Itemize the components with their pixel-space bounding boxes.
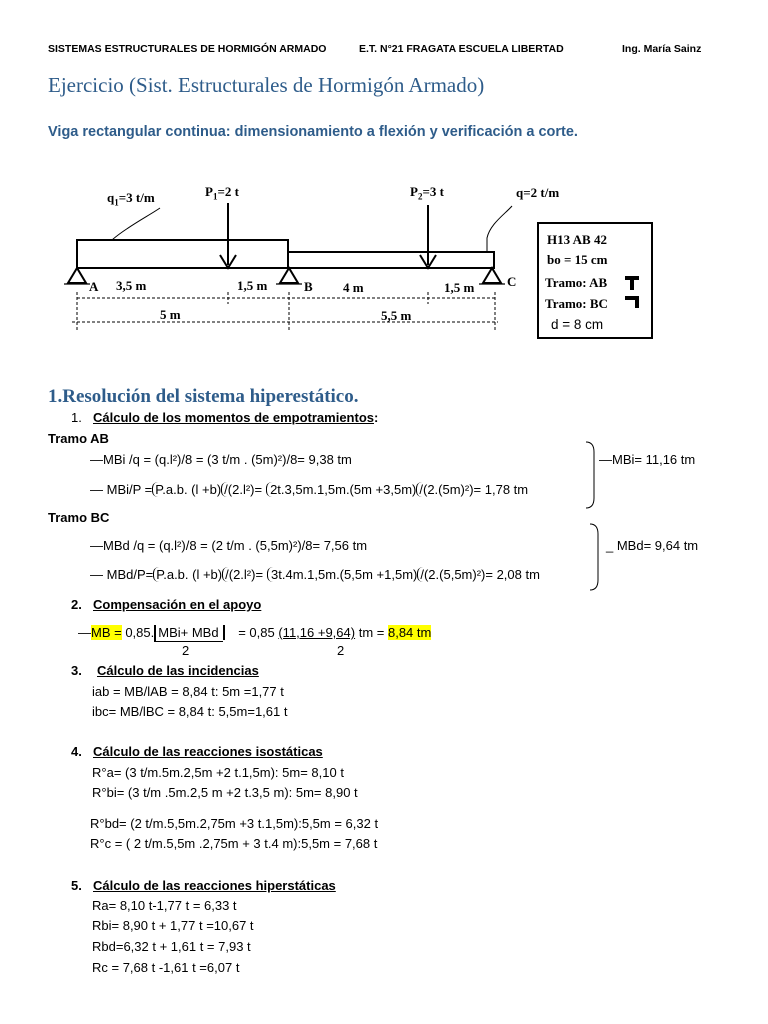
mbi-result: —MBi= 11,16 tm — [599, 452, 696, 467]
box-width: bo = 15 cm — [547, 252, 608, 267]
header-school: E.T. N°21 FRAGATA ESCUELA LIBERTAD — [359, 43, 564, 55]
mbd-p-line: — MBd/P= P.a.b. (l +b) /(2.l²)= 3t.4m.1,5m.(5,5m +1,5m) /(2.(5,5m)²)= 2,08 tm — [90, 567, 540, 582]
step-4-title: Cálculo de las reacciones isostáticas — [93, 744, 323, 759]
step-5-title: Cálculo de las reacciones hiperstáticas — [93, 878, 336, 893]
page-title: Ejercicio (Sist. Estructurales de Hormigón Armado) — [48, 73, 485, 97]
node-c-label: C — [507, 274, 517, 289]
ra-hyper-line: Ra= 8,10 t-1,77 t = 6,33 t — [92, 898, 237, 913]
mbd-q-line: —MBd /q = (q.l²)/8 = (2 t/m . (5,5m)²)/8= 7,56 tm — [90, 538, 368, 553]
beam-span-bc — [288, 252, 494, 268]
rbi-hyper-line: Rbi= 8,90 t + 1,77 t =10,67 t — [92, 918, 254, 933]
rc-hyper-line: Rc = 7,68 t -1,61 t =6,07 t — [92, 960, 240, 975]
q2-label: q=2 t/m — [516, 185, 560, 200]
ra-iso-line: R°a= (3 t/m.5m.2,5m +2 t.1,5m): 5m= 8,10 t — [92, 765, 344, 780]
rbd-iso-line: R°bd= (2 t/m.5,5m.2,75m +3 t.1,5m):5,5m = 6,32 t — [90, 816, 379, 831]
header-course: SISTEMAS ESTRUCTURALES DE HORMIGÓN ARMADO — [48, 43, 327, 55]
brace-bc — [588, 522, 608, 592]
tramo-bc-label: Tramo BC — [48, 510, 110, 525]
box-concrete: H13 AB 42 — [547, 232, 607, 247]
brace-ab — [584, 440, 604, 510]
beam-span-ab — [77, 240, 288, 268]
section-1-heading: 1.Resolución del sistema hiperestático. — [48, 386, 359, 407]
step-3-number: 3. — [71, 663, 82, 678]
box-depth: d = 8 cm — [551, 317, 604, 332]
q1-label: $q_1=3$ t/m — [107, 190, 155, 208]
ibc-line: ibc= MB/lBC = 8,84 t: 5,5m=1,61 t — [92, 704, 288, 719]
step-2-number: 2. — [71, 597, 82, 612]
rbi-iso-line: R°bi= (3 t/m .5m.2,5 m +2 t.3,5 m): 5m= 8,90 t — [92, 785, 358, 800]
iab-line: iab = MB/lAB = 8,84 t: 5m =1,77 t — [92, 684, 284, 699]
tramo-ab-label: Tramo AB — [48, 431, 109, 446]
step-1-number: 1. — [71, 410, 82, 425]
step-2-title: Compensación en el apoyo — [93, 597, 262, 612]
data-box — [537, 222, 653, 339]
header-teacher: Ing. María Sainz — [622, 43, 702, 55]
step-5-number: 5. — [71, 878, 82, 893]
page-subtitle: Viga rectangular continua: dimensionamiento a flexión y verificación a corte. — [48, 124, 578, 140]
box-tramo-ab: Tramo: AB — [545, 275, 608, 290]
mb-denominator-2: 2 — [337, 643, 345, 658]
step-3-title: Cálculo de las incidencias — [97, 663, 259, 678]
mbd-result: _ MBd= 9,64 tm — [606, 538, 699, 553]
support-a-icon — [68, 268, 86, 283]
node-a-label: A — [89, 279, 99, 294]
support-c-icon — [483, 268, 501, 283]
dim-span-bc: 5,5 m — [381, 308, 412, 323]
mb-equation: —MB = 0,85. MBi+ MBd = 0,85 (11,16 +9,64) tm = 8,84 tm — [78, 625, 432, 640]
support-b-icon — [280, 268, 298, 283]
tee-section-icon — [623, 274, 643, 314]
node-b-label: B — [304, 279, 313, 294]
dim-1-5-ab: 1,5 m — [237, 278, 268, 293]
mb-denominator-1: 2 — [182, 643, 190, 658]
dim-4: 4 m — [343, 280, 364, 295]
rc-iso-line: R°c = ( 2 t/m.5,5m .2,75m + 3 t.4 m):5,5m = 7,68 t — [90, 836, 378, 851]
rbd-hyper-line: Rbd=6,32 t + 1,61 t = 7,93 t — [92, 939, 251, 954]
box-tramo-bc: Tramo: BC — [545, 296, 608, 311]
p1-label: $P_1=2$ t — [205, 184, 239, 202]
mbi-p-line: — MBi/P = P.a.b. (l +b) /(2.l²)= 2t.3,5m.1,5m.(5m +3,5m) /(2.(5m)²)= 1,78 tm — [90, 482, 529, 497]
dim-span-ab: 5 m — [160, 307, 181, 322]
step-4-number: 4. — [71, 744, 82, 759]
dim-3-5: 3,5 m — [116, 278, 147, 293]
p2-label: $P_2=3$ t — [410, 184, 444, 202]
step-1-title: Cálculo de los momentos de empotramientos: — [93, 410, 379, 425]
mbi-q-line: —MBi /q = (q.l²)/8 = (3 t/m . (5m)²)/8= 9,38 tm — [90, 452, 352, 467]
dim-1-5-bc: 1,5 m — [444, 280, 475, 295]
